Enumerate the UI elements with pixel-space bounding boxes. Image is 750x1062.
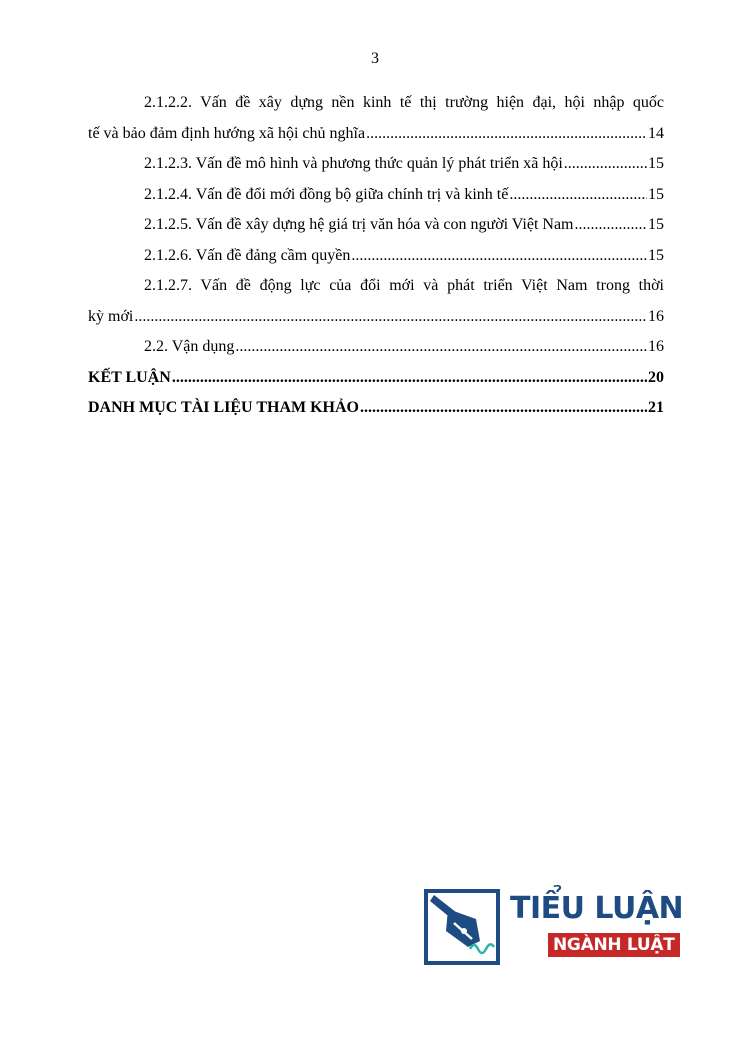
- toc-entry-2127-line1: 2.1.2.7. Vấn đề động lực của đổi mới và phát triển Việt Nam trong thời: [144, 277, 664, 294]
- toc-entry-text: 2.1.2.5. Vấn đề xây dựng hệ giá trị văn hóa và con người Việt Nam: [144, 216, 574, 233]
- table-of-contents: [88, 88, 664, 424]
- leader-dots: [134, 302, 647, 333]
- toc-entry-2124[interactable]: [88, 180, 664, 211]
- toc-entry-2122[interactable]: [88, 119, 664, 150]
- toc-page-number: 15: [648, 216, 664, 233]
- leader-dots: [235, 332, 647, 363]
- toc-page-number: 16: [648, 338, 664, 355]
- toc-entry-2123[interactable]: [88, 149, 664, 180]
- toc-entry-2126[interactable]: [88, 241, 664, 272]
- leader-dots: [575, 210, 648, 241]
- toc-entry-text: 2.1.2.6. Vấn đề đảng cầm quyền: [144, 246, 351, 264]
- toc-page-number: 21: [648, 399, 664, 416]
- page-number: 3: [371, 50, 379, 67]
- leader-dots: [564, 149, 647, 180]
- toc-entry-2125[interactable]: [88, 210, 664, 241]
- leader-dots: [351, 241, 647, 272]
- leader-dots: [366, 119, 647, 150]
- toc-entry-text: kỳ mới: [88, 307, 134, 325]
- leader-dots: [509, 180, 647, 211]
- toc-page-number: 14: [648, 124, 664, 142]
- toc-entry-ket-luan[interactable]: [88, 363, 664, 394]
- toc-page-number: 15: [648, 246, 664, 264]
- toc-entry-text: 2.1.2.4. Vấn đề đổi mới đồng bộ giữa chính trị và kinh tế: [144, 185, 509, 203]
- toc-entry-text: tế và bảo đảm định hướng xã hội chủ nghĩa: [88, 124, 366, 142]
- toc-entry-2127[interactable]: [88, 302, 664, 333]
- toc-entry-text: 2.1.2.3. Vấn đề mô hình và phương thức quản lý phát triển xã hội: [144, 155, 563, 172]
- tieu-luan-logo: [424, 889, 684, 965]
- toc-page-number: 15: [648, 155, 664, 172]
- pen-nib-icon: [424, 889, 500, 965]
- toc-entry-text: KẾT LUẬN: [88, 368, 171, 386]
- toc-page-number: 20: [648, 368, 664, 386]
- leader-dots: [172, 363, 647, 394]
- toc-entry-text: 2.2. Vận dụng: [144, 338, 235, 355]
- toc-entry-tai-lieu[interactable]: [88, 393, 664, 424]
- toc-entry-2122-line1: 2.1.2.2. Vấn đề xây dựng nền kinh tế thị trường hiện đại, hội nhập quốc: [144, 94, 664, 111]
- toc-entry-22[interactable]: [88, 332, 664, 363]
- leader-dots: [360, 393, 647, 424]
- toc-page-number: 16: [648, 307, 664, 325]
- logo-title: TIỂU LUẬN: [510, 891, 684, 926]
- logo-subtitle: NGÀNH LUẬT: [548, 933, 680, 957]
- toc-entry-text: DANH MỤC TÀI LIỆU THAM KHẢO: [88, 399, 359, 416]
- toc-page-number: 15: [648, 185, 664, 203]
